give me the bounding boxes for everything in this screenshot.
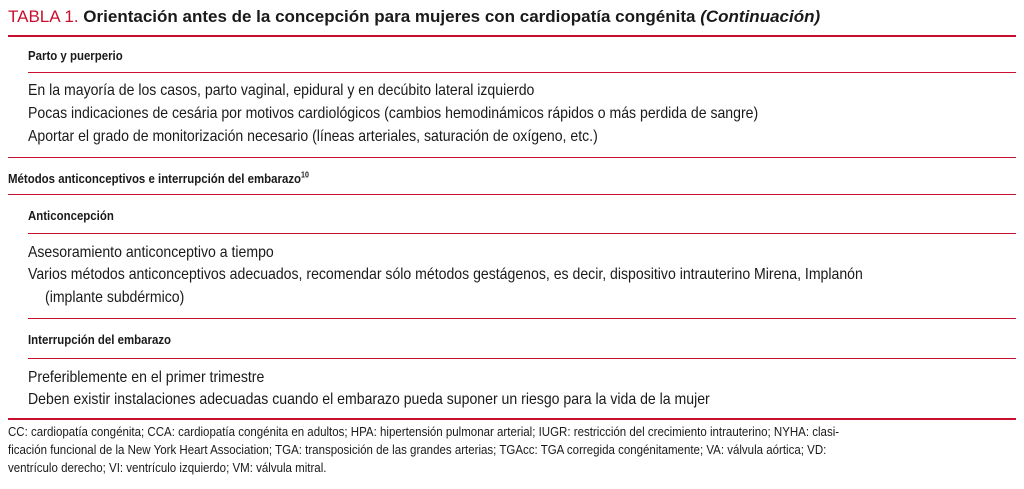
footnote-line: ventrículo derecho; VI: ventrículo izquierdo; VM: válvula mitral.	[8, 460, 327, 475]
top-rule	[8, 35, 1016, 37]
footnote-line: CC: cardiopatía congénita; CCA: cardiopatía congénita en adultos; HPA: hipertensión pulmonar arterial; IUGR: restricción del crecimiento intrauterino; NYHA: clasi-	[8, 424, 840, 439]
section-heading-metodos	[8, 171, 309, 186]
table-title-text: Orientación antes de la concepción para mujeres con cardiopatía congénita	[83, 7, 696, 26]
reference-number: 10	[301, 170, 309, 180]
section-heading-interrupcion: Interrupción del embarazo	[28, 332, 172, 347]
list-item: Preferiblemente en el primer trimestre	[28, 369, 265, 386]
table-title	[8, 6, 1016, 28]
list-item: Aportar el grado de monitorización necesario (líneas arteriales, saturación de oxígeno, etc.)	[28, 128, 598, 145]
divider	[8, 194, 1016, 195]
divider	[28, 72, 1016, 73]
divider	[28, 318, 1016, 319]
bottom-rule	[8, 418, 1016, 420]
table-continuation: (Continuación)	[700, 7, 821, 26]
divider	[28, 358, 1016, 359]
table-footnote	[8, 423, 1024, 477]
list-item: Asesoramiento anticonceptivo a tiempo	[28, 244, 274, 261]
table-label: TABLA 1.	[8, 7, 79, 26]
list-item: En la mayoría de los casos, parto vaginal, epidural y en decúbito lateral izquierdo	[28, 82, 535, 99]
list-item: Pocas indicaciones de cesária por motivos cardiológicos (cambios hemodinámicos rápidos o más perdida de sangre)	[28, 105, 759, 122]
divider	[8, 157, 1016, 158]
section-heading-anticoncepcion: Anticoncepción	[28, 208, 114, 223]
footnote-line: ficación funcional de la New York Heart Association; TGA: transposición de las grandes arterias; TGAcc: TGA corregida congénitamente; VA: válvula aórtica; VD:	[8, 442, 827, 457]
divider	[28, 233, 1016, 234]
section-heading-parto: Parto y puerperio	[28, 48, 123, 63]
list-item: Deben existir instalaciones adecuadas cuando el embarazo pueda suponer un riesgo para la vida de la mujer	[28, 391, 710, 408]
list-item-continuation: (implante subdérmico)	[45, 289, 185, 306]
section-heading-metodos-text: Métodos anticonceptivos e interrupción del embarazo	[8, 171, 302, 186]
list-item: Varios métodos anticonceptivos adecuados, recomendar sólo métodos gestágenos, es decir, dispositivo intrauterino Mirena, Implanón	[28, 266, 863, 283]
